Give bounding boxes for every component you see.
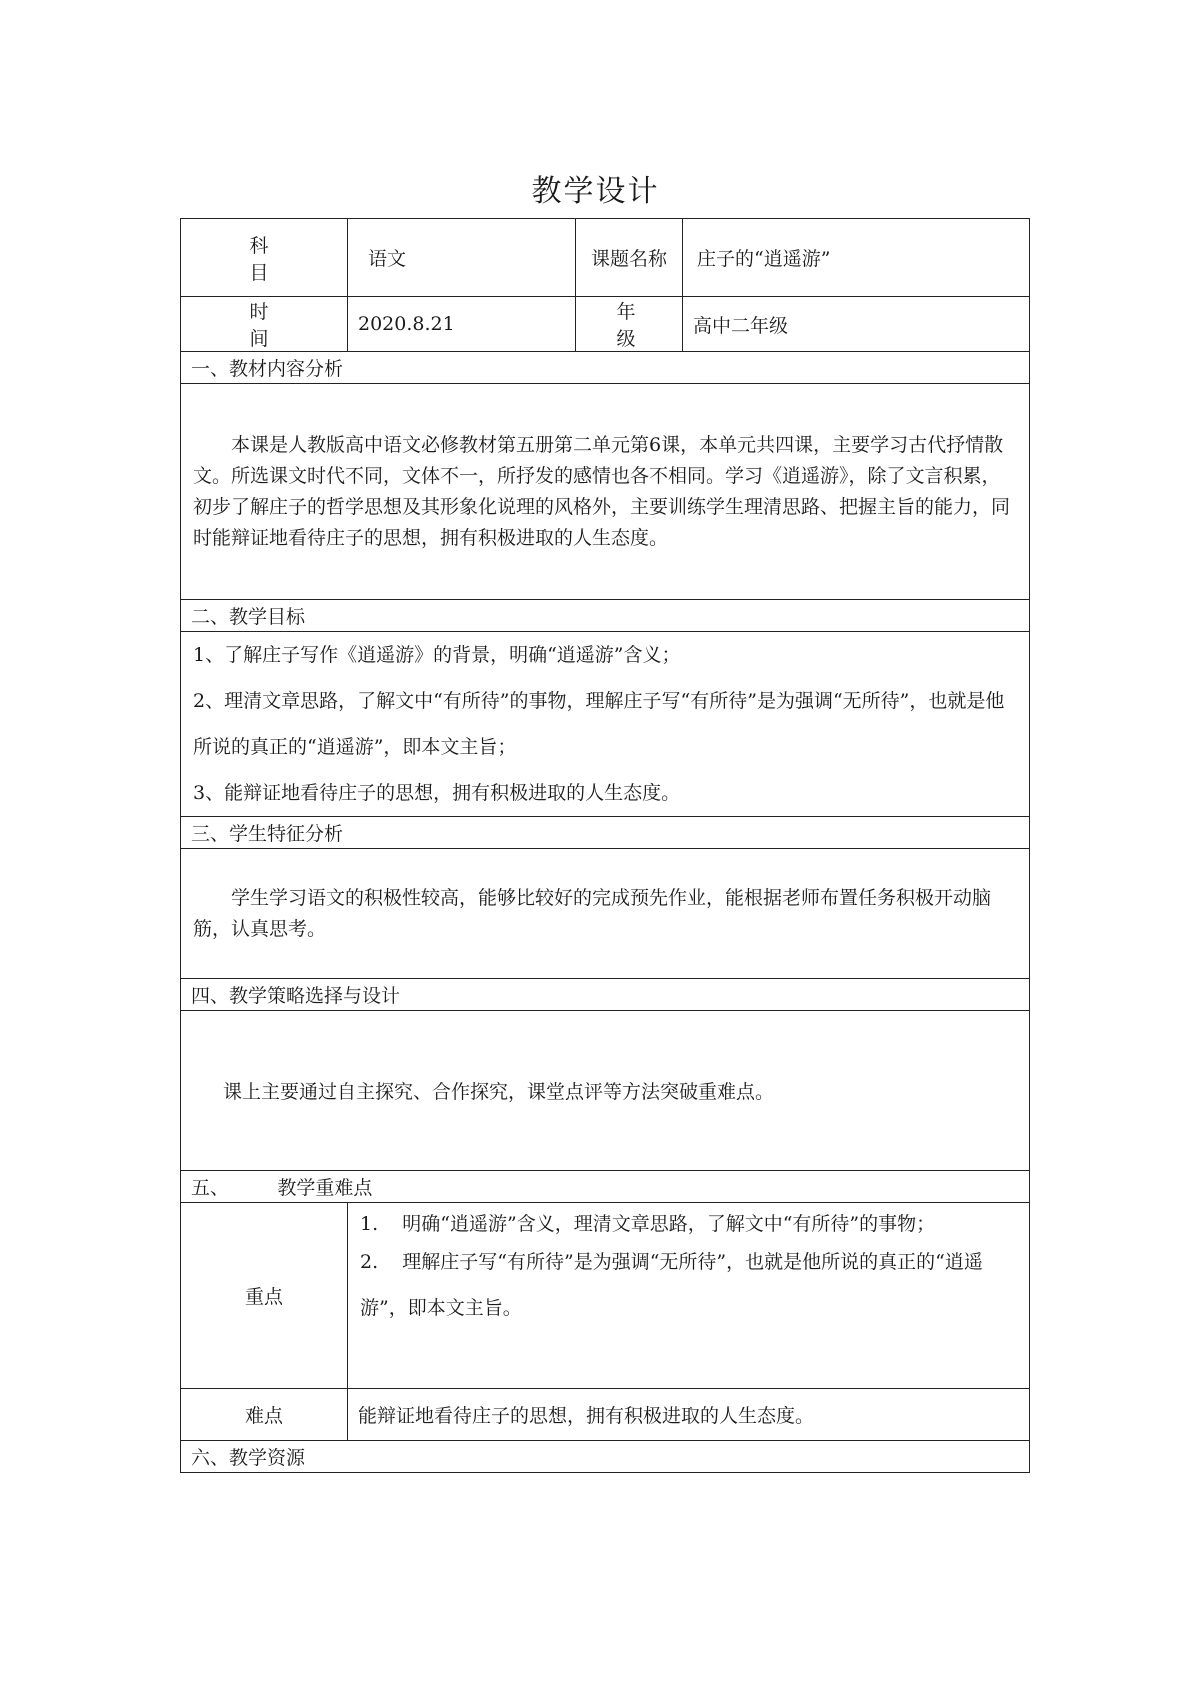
page-title: 教学设计 <box>531 174 660 209</box>
section-2-title: 二、教学目标 <box>181 600 1030 632</box>
key-point-2: 2. 理解庄子写“有所待”是为强调“无所待”，也就是他所说的真正的“逍遥游”，即本文主旨。 <box>360 1251 983 1319</box>
subject-value: 语文 <box>348 219 576 297</box>
key-point-1: 1. 明确“逍遥游”含义，理清文章思路，了解文中“有所待”的事物； <box>360 1213 936 1235</box>
key-points-row <box>181 1203 1030 1389</box>
section-4-header <box>181 979 1030 1011</box>
section-6-title: 六、教学资源 <box>181 1441 1030 1473</box>
topic-label: 课题名称 <box>576 219 683 297</box>
key-points-label: 重点 <box>181 1203 348 1389</box>
section-5-title: 五、 教学重难点 <box>181 1171 1030 1203</box>
section-5-header <box>181 1171 1030 1203</box>
section-2-header <box>181 600 1030 632</box>
section-1-title: 一、教材内容分析 <box>181 352 1030 384</box>
section-3-body-row <box>181 849 1030 979</box>
key-points-body <box>348 1203 1030 1389</box>
objective-1: 1、了解庄子写作《逍遥游》的背景，明确“逍遥游”含义； <box>193 644 681 666</box>
section-2-body-row <box>181 632 1030 817</box>
grade-label: 年 级 <box>576 297 683 352</box>
section-4-title: 四、教学策略选择与设计 <box>181 979 1030 1011</box>
section-3-header <box>181 817 1030 849</box>
section-2-body <box>181 632 1030 817</box>
objective-2: 2、理清文章思路，了解文中“有所待”的事物，理解庄子写“有所待”是为强调“无所待”，也就是他所说的真正的“逍遥游”，即本文主旨； <box>193 690 1005 758</box>
subject-label: 科 目 <box>181 219 348 297</box>
section-3-body: 学生学习语文的积极性较高，能够比较好的完成预先作业，能根据老师布置任务积极开动脑筋，认真思考。 <box>181 849 1030 979</box>
section-1-body: 本课是人教版高中语文必修教材第五册第二单元第6课，本单元共四课，主要学习古代抒情散文。所选课文时代不同，文体不一，所抒发的感情也各不相同。学习《逍遥游》，除了文言积累，初步了解庄子的哲学思想及其形象化说理的风格外，主要训练学生理清思路、把握主旨的能力，同时能辩证地看待庄子的思想，拥有积极进取的人生态度。 <box>181 384 1030 600</box>
section-4-body: 课上主要通过自主探究、合作探究，课堂点评等方法突破重难点。 <box>181 1011 1030 1171</box>
info-row-subject <box>181 219 1030 297</box>
objective-3: 3、能辩证地看待庄子的思想，拥有积极进取的人生态度。 <box>193 782 681 804</box>
time-label: 时 间 <box>181 297 348 352</box>
info-row-time <box>181 297 1030 352</box>
lesson-plan-table <box>180 218 1030 1473</box>
section-1-header <box>181 352 1030 384</box>
section-3-title: 三、学生特征分析 <box>181 817 1030 849</box>
topic-value: 庄子的“逍遥游” <box>683 219 1030 297</box>
difficult-points-value: 能辩证地看待庄子的思想，拥有积极进取的人生态度。 <box>348 1389 1030 1441</box>
section-4-body-row <box>181 1011 1030 1171</box>
grade-value: 高中二年级 <box>683 297 1030 352</box>
section-6-header <box>181 1441 1030 1473</box>
time-value: 2020.8.21 <box>348 297 576 352</box>
section-1-body-row <box>181 384 1030 600</box>
difficult-points-row <box>181 1389 1030 1441</box>
difficult-points-label: 难点 <box>181 1389 348 1441</box>
